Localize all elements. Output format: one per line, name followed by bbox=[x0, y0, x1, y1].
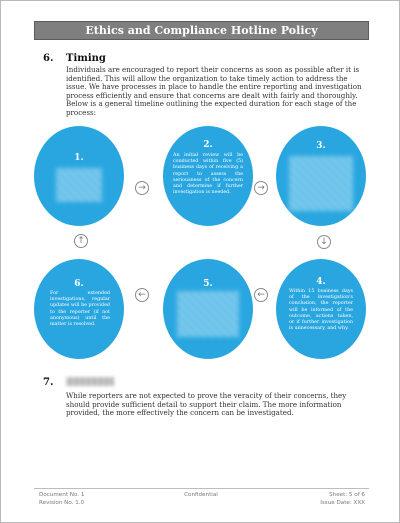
step-5-number: 5. bbox=[203, 279, 213, 289]
timeline-step-1 bbox=[34, 126, 124, 226]
arrow-left-icon: ← bbox=[254, 288, 268, 302]
step-5-redacted-text bbox=[177, 291, 239, 337]
section-7-redacted-title bbox=[66, 377, 114, 386]
arrow-down-icon: ↓ bbox=[317, 235, 331, 249]
step-2-text: An initial review will be conducted within five (5) business days of receiving a report to assess the seriousness of the concern and determine if further investigation is needed. bbox=[173, 153, 243, 196]
footer-revision-no: Revision No. 1.0 bbox=[39, 500, 85, 506]
section-6-number: 6. bbox=[43, 53, 54, 64]
step-4-text: Within 15 business days of the investigation's conclusion, the reporter will be informed of the outcome, actions taken, or if further investigation is unnecessary, and why. bbox=[289, 289, 353, 332]
step-2-number: 2. bbox=[203, 140, 213, 150]
footer-sheet: Sheet: 5 of 6 bbox=[329, 492, 365, 498]
step-6-text: For extended investigations, regular updates will be provided to the reporter (if not anonymous) until the matter is resolved. bbox=[50, 291, 110, 328]
arrow-right-icon: → bbox=[254, 181, 268, 195]
step-1-redacted-text bbox=[56, 168, 102, 202]
step-3-redacted-text bbox=[289, 156, 353, 211]
footer-divider bbox=[34, 488, 369, 489]
section-7-number: 7. bbox=[43, 377, 54, 388]
footer-issue-date: Issue Date: XXX bbox=[320, 500, 365, 506]
section-6-paragraph: Individuals are encouraged to report their concerns as soon as possible after it is identified. This will allow the organization to take timely action to address the issue. We have processes in place to handle the entire reporting and investigation process efficiently and ensure that concerns are dealt with fairly and thoroughly. Below is a general timeline outlining the expected duration for each stage of the process: bbox=[66, 65, 362, 117]
step-1-number: 1. bbox=[74, 153, 84, 163]
arrow-up-icon: ↑ bbox=[74, 234, 88, 248]
timeline-step-5 bbox=[163, 259, 253, 359]
timeline-step-3 bbox=[276, 126, 366, 226]
step-3-number: 3. bbox=[316, 141, 326, 151]
section-6-title: Timing bbox=[66, 53, 106, 64]
page-header-title: Ethics and Compliance Hotline Policy bbox=[34, 21, 369, 40]
timeline-step-4 bbox=[276, 259, 366, 359]
footer-classification: Confidential bbox=[184, 492, 218, 498]
arrow-right-icon: → bbox=[135, 181, 149, 195]
footer-document-no: Document No. 1 bbox=[39, 492, 85, 498]
step-4-number: 4. bbox=[316, 277, 326, 287]
section-7-paragraph: While reporters are not expected to prove the veracity of their concerns, they should provide sufficient detail to support their claim. The more information provided, the more effectively the concern can be investigated. bbox=[66, 391, 347, 418]
timeline-step-2 bbox=[163, 126, 253, 226]
step-6-number: 6. bbox=[74, 279, 84, 289]
timeline-step-6 bbox=[34, 259, 124, 359]
arrow-left-icon: ← bbox=[135, 288, 149, 302]
